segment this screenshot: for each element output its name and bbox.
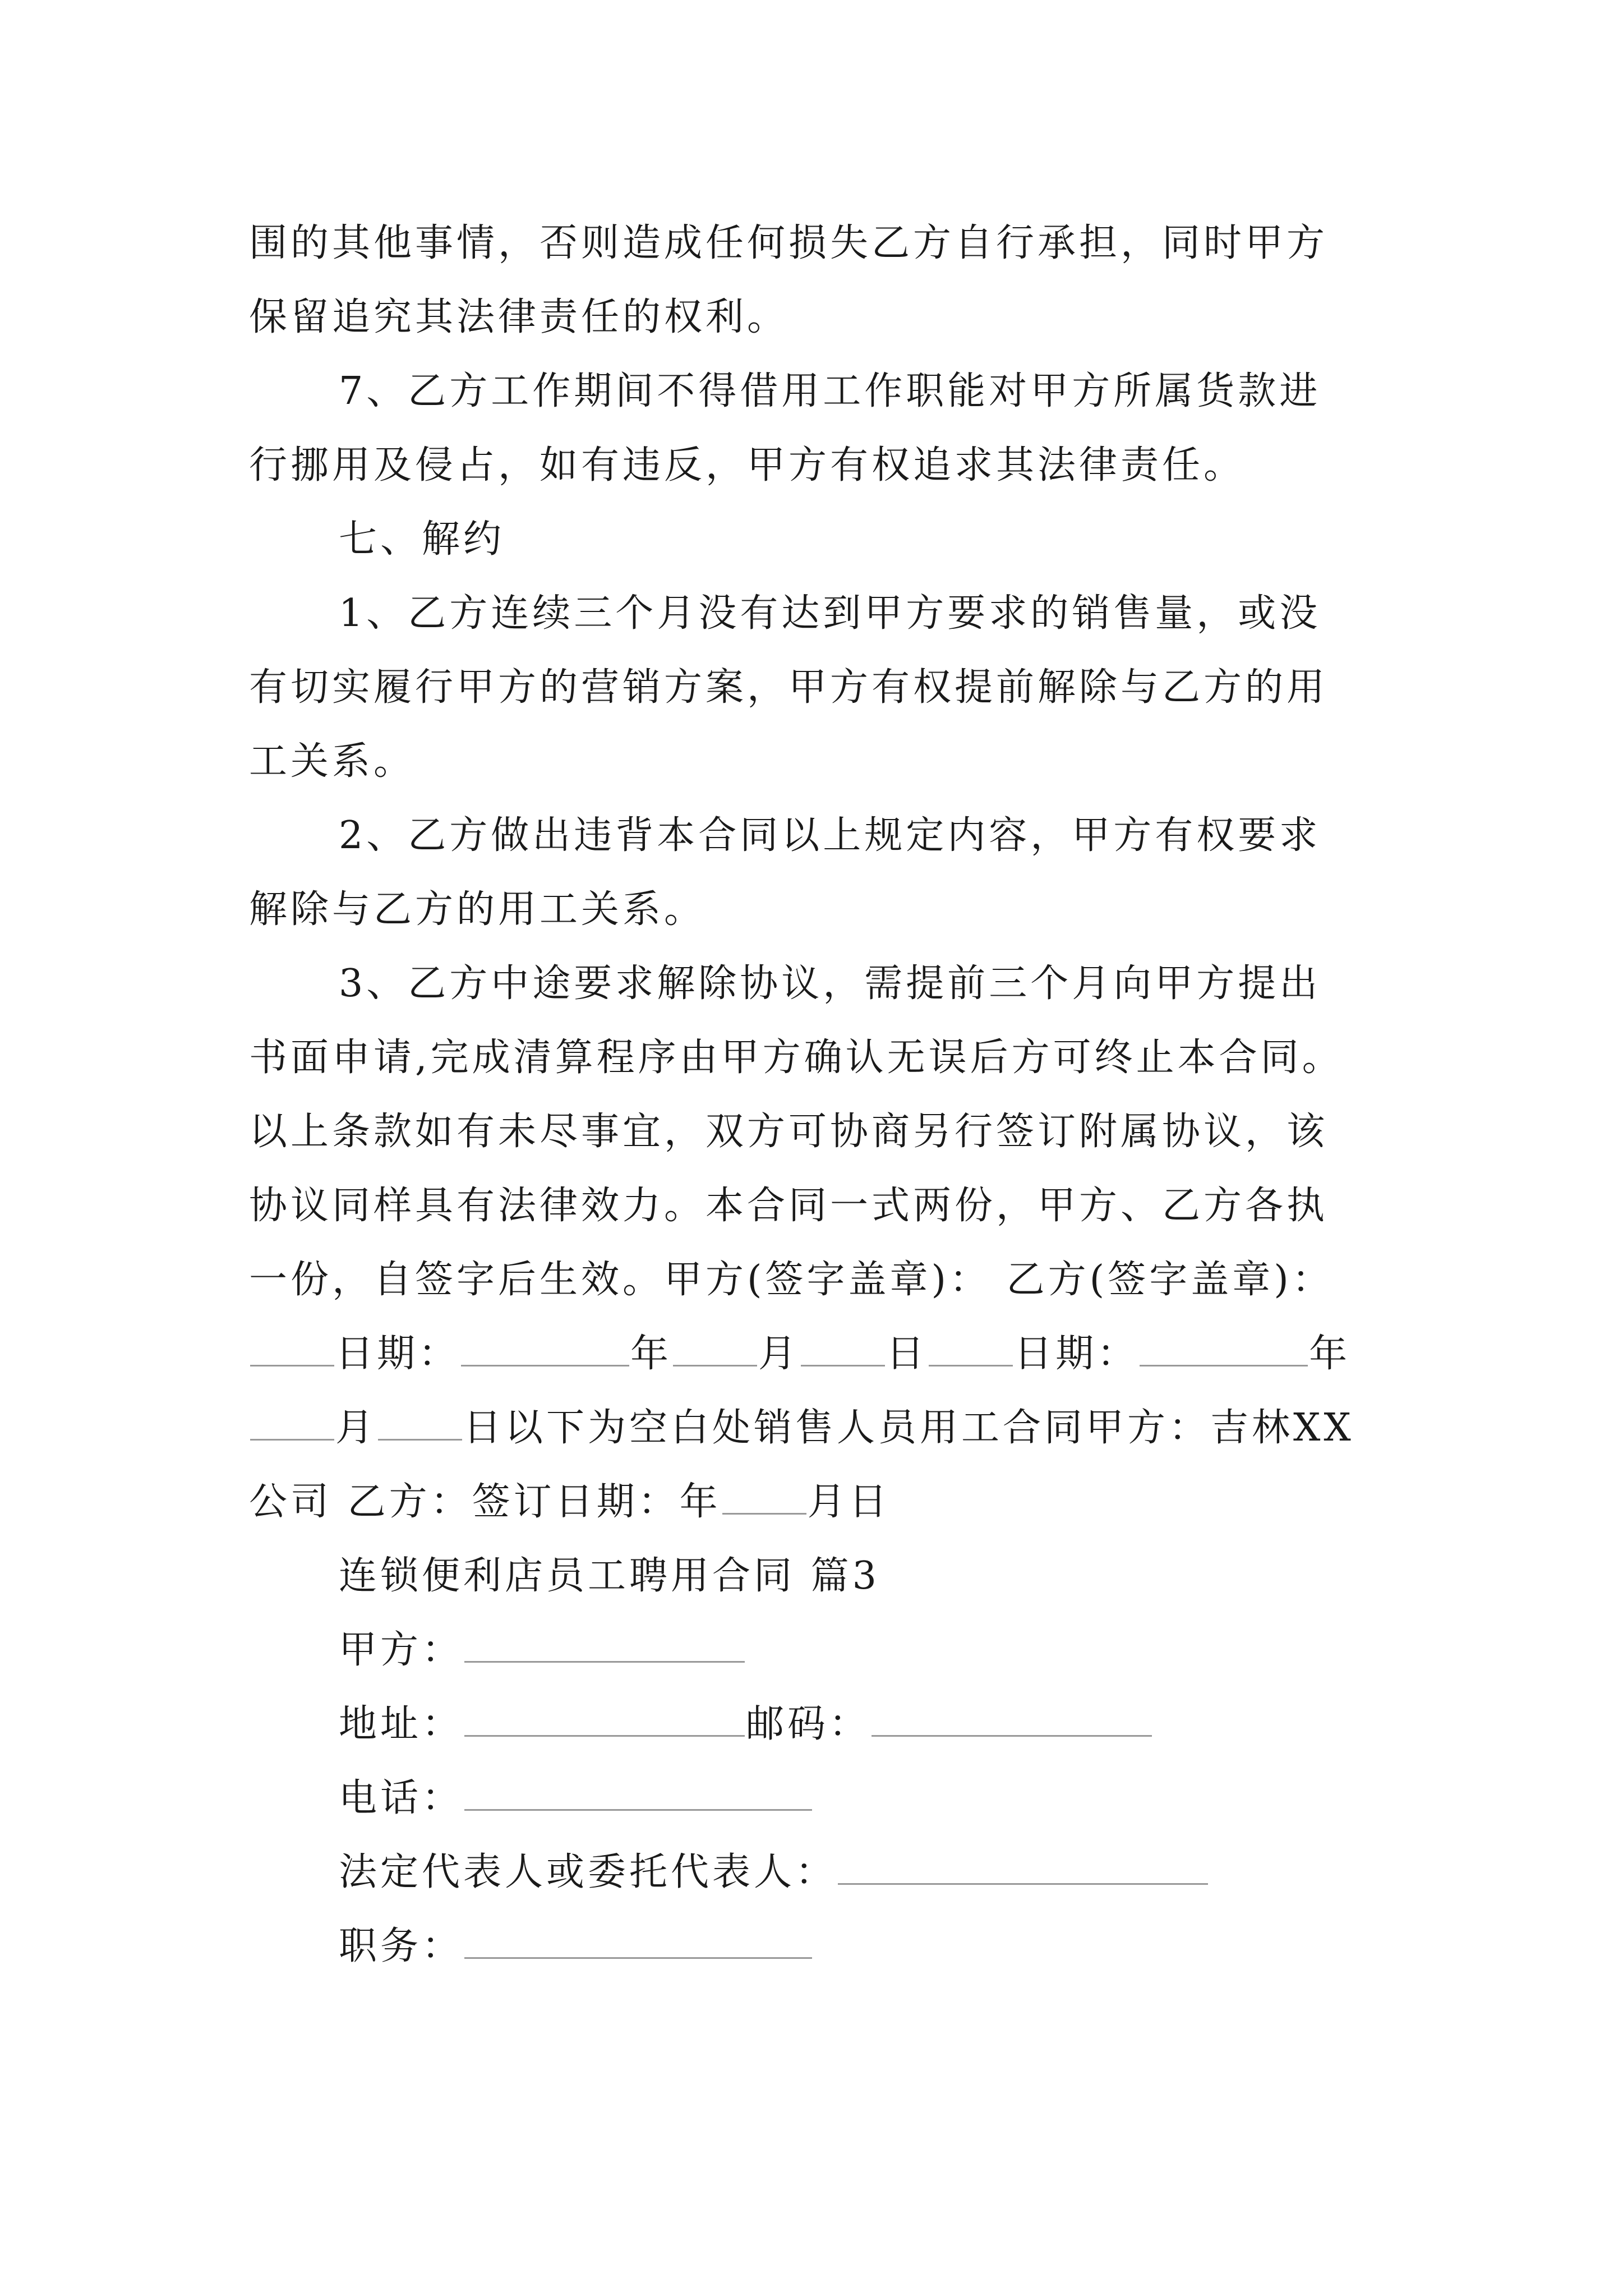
paragraph-line: 解除与乙方的用工关系。 bbox=[249, 887, 706, 932]
paragraph-line: 有切实履行甲方的营销方案，甲方有权提前解除与乙方的用 bbox=[249, 665, 1329, 710]
section-heading-termination: 七、解约 bbox=[339, 517, 505, 562]
paragraph-line: 以上条款如有未尽事宜，双方可协商另行签订附属协议，该 bbox=[249, 1110, 1329, 1154]
clause-3-line: 3、乙方中途要求解除协议，需提前三个月向甲方提出 bbox=[339, 961, 1321, 1006]
blank-underline bbox=[464, 1700, 745, 1737]
paragraph-line: 书面申请,完成清算程序由甲方确认无误后方可终止本合同。 bbox=[249, 1036, 1344, 1080]
blank-underline bbox=[250, 1330, 334, 1366]
paragraph-line: 工关系。 bbox=[249, 739, 416, 784]
field-phone: 电话： bbox=[0, 1770, 1623, 1826]
blank-underline bbox=[872, 1700, 1152, 1737]
field-position: 职务： bbox=[0, 1918, 1623, 1975]
date-row: 日期： 年 月 日 日期： 年 bbox=[0, 1326, 1623, 1382]
month-row: 月 日以下为空白处销售人员用工合同甲方：吉林XX bbox=[0, 1400, 1623, 1456]
blank-underline bbox=[929, 1330, 1013, 1366]
field-address: 地址： 邮码： bbox=[0, 1696, 1623, 1752]
blank-underline bbox=[722, 1478, 806, 1515]
signature-line: 一份，自签字后生效。甲方(签字盖章)： 乙方(签字盖章)： bbox=[249, 1258, 1334, 1302]
blank-underline bbox=[464, 1626, 745, 1663]
paragraph-line: 行挪用及侵占，如有违反，甲方有权追求其法律责任。 bbox=[249, 443, 1246, 487]
blank-underline bbox=[1140, 1330, 1308, 1366]
blank-underline bbox=[461, 1330, 629, 1366]
blank-underline bbox=[464, 1774, 812, 1811]
field-representative: 法定代表人或委托代表人： bbox=[0, 1844, 1623, 1901]
blank-underline bbox=[250, 1404, 334, 1441]
paragraph-line: 保留追究其法律责任的权利。 bbox=[249, 295, 789, 339]
blank-underline bbox=[378, 1404, 462, 1441]
clause-1-line: 1、乙方连续三个月没有达到甲方要求的销售量，或没 bbox=[339, 591, 1321, 636]
clause-7-line: 7、乙方工作期间不得借用工作职能对甲方所属货款进 bbox=[339, 369, 1321, 413]
blank-underline bbox=[673, 1330, 757, 1366]
company-row: 公司 乙方：签订日期：年 月日 bbox=[0, 1474, 1623, 1530]
blank-underline bbox=[801, 1330, 885, 1366]
blank-underline bbox=[838, 1848, 1208, 1885]
field-party-a: 甲方： bbox=[0, 1622, 1623, 1678]
clause-2-line: 2、乙方做出违背本合同以上规定内容，甲方有权要求 bbox=[339, 813, 1321, 858]
blank-underline bbox=[464, 1922, 812, 1959]
paragraph-line: 协议同样具有法律效力。本合同一式两份，甲方、乙方各执 bbox=[249, 1184, 1329, 1228]
paragraph-line: 围的其他事情，否则造成任何损失乙方自行承担，同时甲方 bbox=[249, 221, 1329, 265]
section-title: 连锁便利店员工聘用合同 篇3 bbox=[339, 1554, 880, 1598]
